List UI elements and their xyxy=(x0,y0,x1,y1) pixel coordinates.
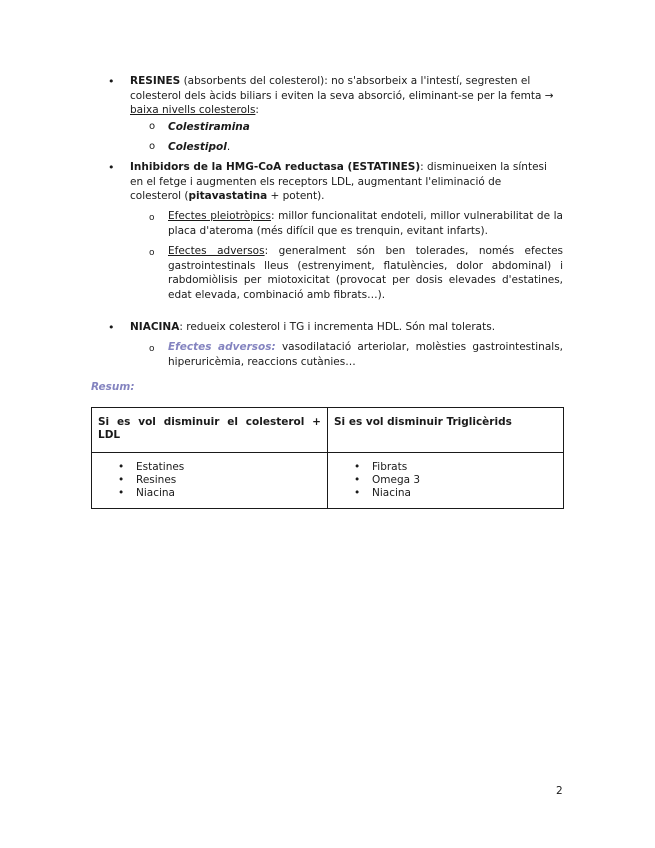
pleiotropics-label: Efectes pleiotròpics xyxy=(168,210,272,222)
list-item-text: Fibrats xyxy=(372,461,408,473)
estatines-line-3 xyxy=(130,189,563,204)
list-item-text: Estatines xyxy=(136,461,185,473)
drug-colestipol: Colestipol xyxy=(168,141,227,153)
list-item xyxy=(334,487,557,500)
estatines-term: Inhibidors de la HMG-CoA reductasa (ESTATINES) xyxy=(130,161,421,173)
estatines-desc-3a: colesterol ( xyxy=(130,190,189,203)
sub-item-adversos-estatines xyxy=(168,244,563,302)
bullet-marker: • xyxy=(108,321,115,334)
drug-colestiramina: Colestiramina xyxy=(168,121,250,133)
list-bullet: • xyxy=(354,461,361,473)
niacina-line-1 xyxy=(130,320,563,335)
bullet-niacina xyxy=(130,320,563,335)
table-row xyxy=(92,453,564,509)
estatines-line-2 xyxy=(130,175,563,190)
resines-term: RESINES xyxy=(130,75,181,87)
resines-desc-1: (absorbents del colesterol): no s'absorbeix a l'intestí, segresten el xyxy=(180,75,531,87)
bullet-marker: • xyxy=(108,75,115,88)
table-header-row xyxy=(92,408,564,453)
list-item-text: Resines xyxy=(136,474,177,486)
list-item xyxy=(334,474,557,487)
estatines-desc-1: : disminueixen la síntesi xyxy=(420,161,547,173)
resines-line-2 xyxy=(130,89,563,104)
sub-marker: o xyxy=(149,121,156,132)
list-item-text: Niacina xyxy=(372,487,411,499)
bullet-estatines xyxy=(130,160,563,204)
resines-effect: baixa nivells colesterols xyxy=(130,104,256,117)
drug-list xyxy=(334,461,557,500)
adversos-text: : generalment són ben tolerades, només efectes gastrointestinals lleus (estrenyiment, flatulències, dolor abdominal) i rabdomiòlisis per miotoxicitat (provocat per dosis elevades d'estatines, edat elevada, combinació amb fibrats…). xyxy=(168,245,563,301)
list-bullet: • xyxy=(354,474,361,486)
resines-colon: : xyxy=(255,104,259,117)
niacina-adversos-label: Efectes adversos: xyxy=(168,341,276,353)
niacina-term: NIACINA xyxy=(130,321,180,333)
niacina-desc: : redueix colesterol i TG i incrementa HDL. Són mal tolerats. xyxy=(179,321,496,333)
colestipol-suffix: . xyxy=(226,141,231,153)
resines-line-1 xyxy=(130,74,563,89)
sub-item-adversos-niacina xyxy=(168,340,563,369)
sub-item-pleiotropics xyxy=(168,209,563,238)
list-item-text: Niacina xyxy=(136,487,175,499)
resum-heading: Resum: xyxy=(91,381,135,393)
pitavastatina-term: pitavastatina xyxy=(188,190,268,203)
list-item xyxy=(98,474,321,487)
bullet-marker: • xyxy=(108,161,115,174)
estatines-line-1 xyxy=(130,160,563,175)
sub-marker: o xyxy=(149,344,155,354)
sub-item-colestiramina xyxy=(168,120,563,135)
resines-desc-2: colesterol dels àcids biliars i eviten la seva absorció, eliminant-se per la femta → xyxy=(130,89,554,102)
table-header-cell: Si es vol disminuir Triglicèrids xyxy=(328,408,564,453)
list-item-text: Omega 3 xyxy=(372,474,421,486)
drug-list xyxy=(98,461,321,500)
summary-table xyxy=(91,407,564,509)
niacina-adversos-text: vasodilatació arteriolar, molèsties gastrointestinals, hiperuricèmia, reaccions cutànies… xyxy=(168,341,563,368)
table-header-cell: Si es vol disminuir el colesterol + LDL xyxy=(92,408,328,453)
list-bullet: • xyxy=(354,487,361,499)
estatines-desc-3b: + potent). xyxy=(267,190,325,203)
table-cell-colesterol xyxy=(92,453,328,509)
sub-marker: o xyxy=(149,213,155,223)
bullet-resines xyxy=(130,74,563,118)
list-bullet: • xyxy=(118,461,125,473)
table-cell-trigliceridos xyxy=(328,453,564,509)
list-item xyxy=(98,487,321,500)
list-item xyxy=(334,461,557,474)
list-item xyxy=(98,461,321,474)
resines-line-3 xyxy=(130,103,563,118)
list-bullet: • xyxy=(118,487,125,499)
page-number: 2 xyxy=(556,785,563,797)
sub-marker: o xyxy=(149,141,156,152)
sub-marker: o xyxy=(149,248,155,258)
list-bullet: • xyxy=(118,474,125,486)
sub-item-colestipol xyxy=(168,140,563,155)
pleiotropics-text: : millor funcionalitat endoteli, millor vulnerabilitat de la placa d'ateroma (més difícil que es trenquin, evitant infarts). xyxy=(168,210,563,237)
adversos-label: Efectes adversos xyxy=(168,245,265,257)
estatines-desc-2: en el fetge i augmenten els receptors LDL, augmentant l'eliminació de xyxy=(130,175,502,188)
